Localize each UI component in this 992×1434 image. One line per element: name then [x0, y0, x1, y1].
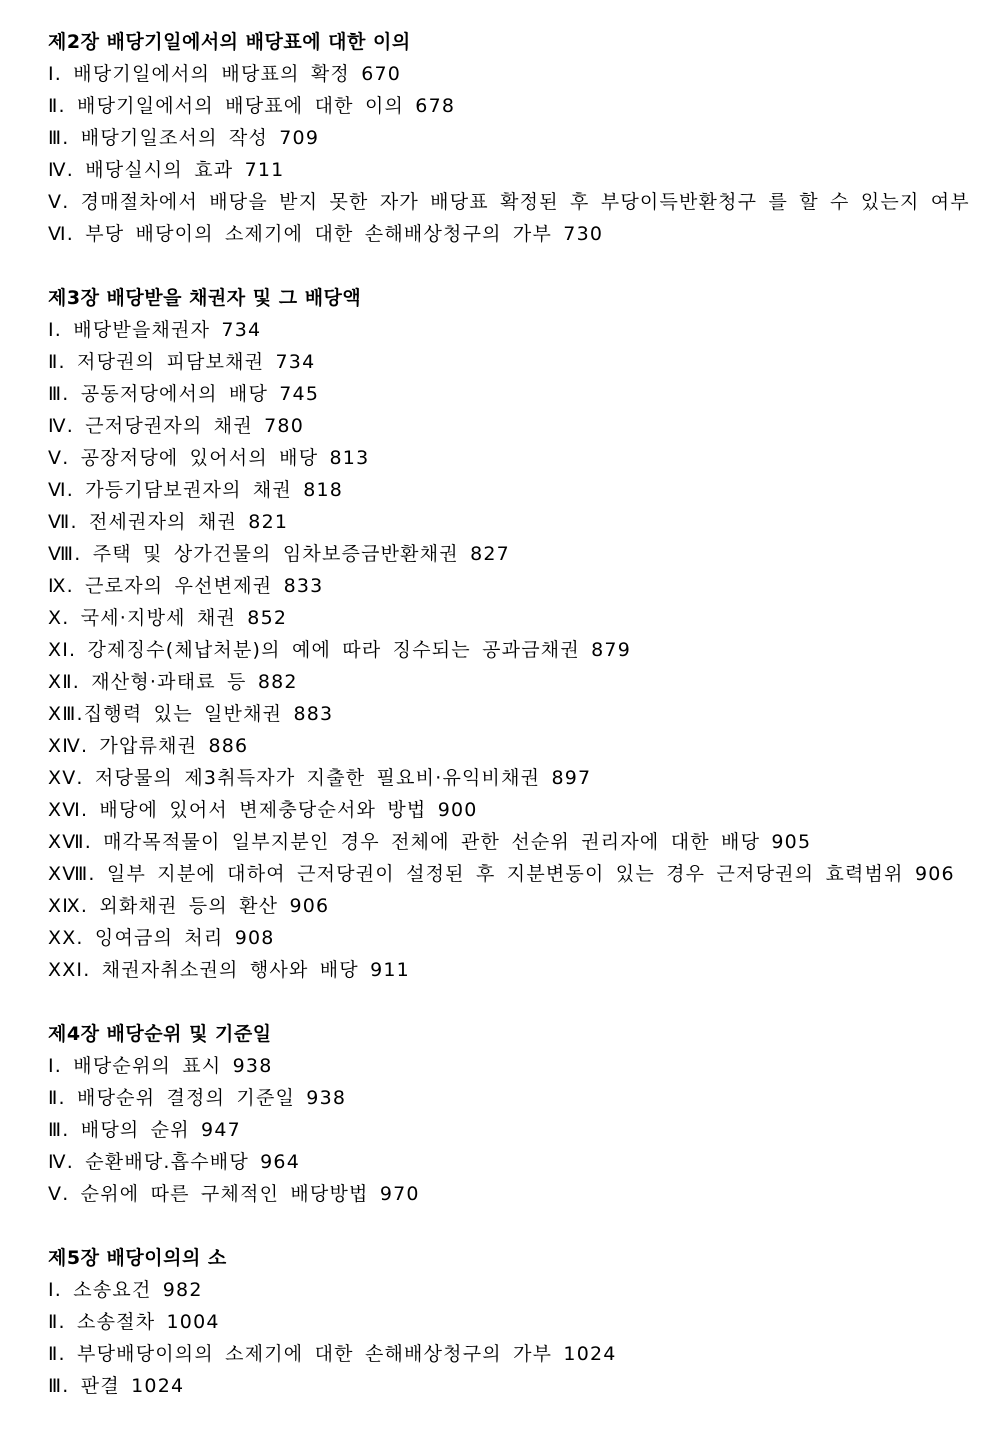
- chapter-3-section: [48, 282, 983, 986]
- toc-item: Ⅱ. 배당순위 결정의 기준일 938: [48, 1087, 347, 1109]
- toc-item: Ⅰ. 배당순위의 표시 938: [48, 1055, 273, 1077]
- toc-item: Ⅸ. 근로자의 우선변제권 833: [48, 575, 324, 597]
- toc-item: Ⅱ. 부당배당이의의 소제기에 대한 손해배상청구의 가부 1024: [48, 1343, 617, 1365]
- toc-item: ⅩⅥ. 배당에 있어서 변제충당순서와 방법 900: [48, 799, 478, 821]
- chapter-title: 제3장 배당받을 채권자 및 그 배당액: [48, 287, 362, 309]
- toc-item: Ⅱ. 배당기일에서의 배당표에 대한 이의 678: [48, 95, 456, 117]
- toc-item: ⅩⅣ. 가압류채권 886: [48, 735, 249, 757]
- toc-item: ⅩⅩⅠ. 채권자취소권의 행사와 배당 911: [48, 959, 410, 981]
- toc-item: ⅩⅨ. 외화채권 등의 환산 906: [48, 895, 330, 917]
- toc-item: ⅩⅦ. 매각목적물이 일부지분인 경우 전체에 관한 선순위 권리자에 대한 배당 905: [48, 831, 812, 853]
- toc-item: Ⅹ. 국세·지방세 채권 852: [48, 607, 288, 629]
- toc-item: Ⅲ. 공동저당에서의 배당 745: [48, 383, 320, 405]
- toc-item: Ⅴ. 순위에 따른 구체적인 배당방법 970: [48, 1183, 420, 1205]
- toc-item: Ⅵ. 가등기담보권자의 채권 818: [48, 479, 344, 501]
- toc-item: ⅩⅧ. 일부 지분에 대하여 근저당권이 설정된 후 지분변동이 있는 경우 근저당권의 효력범위 906: [48, 863, 955, 885]
- toc-item: Ⅴ. 경매절차에서 배당을 받지 못한 자가 배당표 확정된 후 부당이득반환청구 를 할 수 있는지 여부: [48, 191, 970, 213]
- chapter-title: 제2장 배당기일에서의 배당표에 대한 이의: [48, 31, 411, 53]
- toc-item: Ⅱ. 소송절차 1004: [48, 1311, 220, 1333]
- toc-item: ⅩⅡ. 재산형·과태료 등 882: [48, 671, 298, 693]
- toc-item: Ⅰ. 배당받을채권자 734: [48, 319, 262, 341]
- toc-item: Ⅶ. 전세권자의 채권 821: [48, 511, 289, 533]
- toc-item: ⅩⅩ. 잉여금의 처리 908: [48, 927, 275, 949]
- toc-item: ⅩⅤ. 저당물의 제3취득자가 지출한 필요비·유익비채권 897: [48, 767, 592, 789]
- toc-item: Ⅳ. 근저당권자의 채권 780: [48, 415, 304, 437]
- toc-item: Ⅲ. 판결 1024: [48, 1375, 185, 1397]
- toc-item: ⅩⅢ.집행력 있는 일반채권 883: [48, 703, 334, 725]
- toc-item: Ⅰ. 소송요건 982: [48, 1279, 203, 1301]
- toc-item: Ⅳ. 순환배당.흡수배당 964: [48, 1151, 300, 1173]
- toc-item: Ⅵ. 부당 배당이의 소제기에 대한 손해배상청구의 가부 730: [48, 223, 604, 245]
- chapter-title: 제5장 배당이의의 소: [48, 1247, 227, 1269]
- chapter-4-section: [48, 1018, 983, 1210]
- toc-item: Ⅷ. 주택 및 상가건물의 임차보증금반환채권 827: [48, 543, 510, 565]
- toc-item: Ⅴ. 공장저당에 있어서의 배당 813: [48, 447, 370, 469]
- toc-item: ⅩⅠ. 강제징수(체납처분)의 예에 따라 징수되는 공과금채권 879: [48, 639, 631, 661]
- chapter-2-section: [48, 26, 983, 250]
- toc-item: Ⅲ. 배당의 순위 947: [48, 1119, 241, 1141]
- toc-item: Ⅱ. 저당권의 피담보채권 734: [48, 351, 316, 373]
- chapter-5-section: [48, 1242, 983, 1402]
- chapter-title: 제4장 배당순위 및 기준일: [48, 1023, 272, 1045]
- toc-item: Ⅳ. 배당실시의 효과 711: [48, 159, 285, 181]
- toc-item: Ⅲ. 배당기일조서의 작성 709: [48, 127, 320, 149]
- toc-item: Ⅰ. 배당기일에서의 배당표의 확정 670: [48, 63, 402, 85]
- table-of-contents: [48, 26, 983, 1434]
